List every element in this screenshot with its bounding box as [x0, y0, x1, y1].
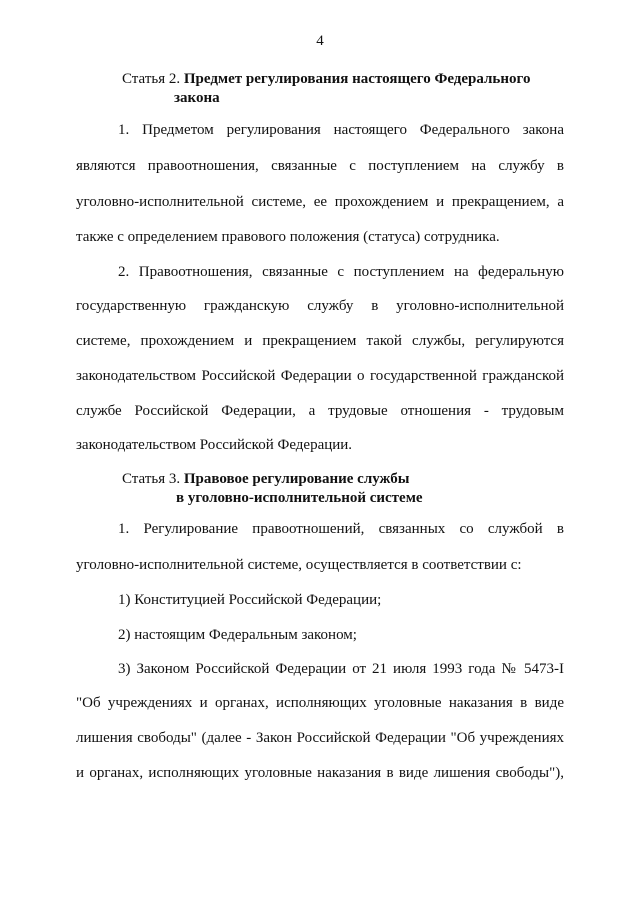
article-2-para2-line4: законодательством Российской Федерации о государственной гражданской — [76, 368, 564, 384]
article-2-para2-line1: 2. Правоотношения, связанные с поступлением на федеральную — [118, 264, 564, 280]
article-3-para1-line1: 1. Регулирование правоотношений, связанных со службой в — [118, 521, 564, 537]
article-3-item3-line3: лишения свободы" (далее - Закон Российской Федерации "Об учреждениях — [76, 730, 564, 746]
article-2-title-line1: Предмет регулирования настоящего Федерального — [183, 71, 531, 87]
article-3-para1-line2: уголовно-исполнительной системе, осуществляется в соответствии с: — [76, 557, 522, 573]
article-2-para1-line4: также с определением правового положения (статуса) сотрудника. — [76, 229, 500, 245]
article-3-heading — [122, 470, 423, 506]
article-2-heading — [122, 70, 531, 106]
article-3-item3-line4: и органах, исполняющих уголовные наказания в виде лишения свободы"), — [76, 765, 564, 781]
article-2-para2-line5: службе Российской Федерации, а трудовые отношения - трудовым — [76, 403, 564, 419]
article-2-para2-line2: государственную гражданскую службу в уголовно-исполнительной — [76, 298, 564, 314]
article-3-item2: 2) настоящим Федеральным законом; — [118, 627, 357, 643]
article-3-item3-line1: 3) Законом Российской Федерации от 21 июля 1993 года № 5473-I — [118, 661, 564, 677]
article-2-para2-line3: системе, прохождением и прекращением такой службы, регулируются — [76, 333, 564, 349]
article-3-label: Статья 3. — [122, 471, 181, 487]
article-2-para1-line2: являются правоотношения, связанные с поступлением на службу в — [76, 158, 564, 174]
article-2-label: Статья 2. — [122, 71, 181, 87]
page-number: 4 — [316, 33, 324, 49]
article-3-item3-line2: "Об учреждениях и органах, исполняющих уголовные наказания в виде — [76, 695, 564, 711]
article-3-item1: 1) Конституцией Российской Федерации; — [118, 592, 382, 608]
article-2-title-line2: закона — [174, 90, 220, 106]
article-2-para1-line1: 1. Предметом регулирования настоящего Федерального закона — [118, 122, 564, 138]
article-3-title-line1: Правовое регулирование службы — [183, 471, 410, 487]
article-2-para2-line6: законодательством Российской Федерации. — [76, 437, 353, 453]
article-3-title-line2: в уголовно-исполнительной системе — [176, 490, 423, 506]
article-2-para1-line3: уголовно-исполнительной системе, ее прохождением и прекращением, а — [76, 194, 564, 210]
